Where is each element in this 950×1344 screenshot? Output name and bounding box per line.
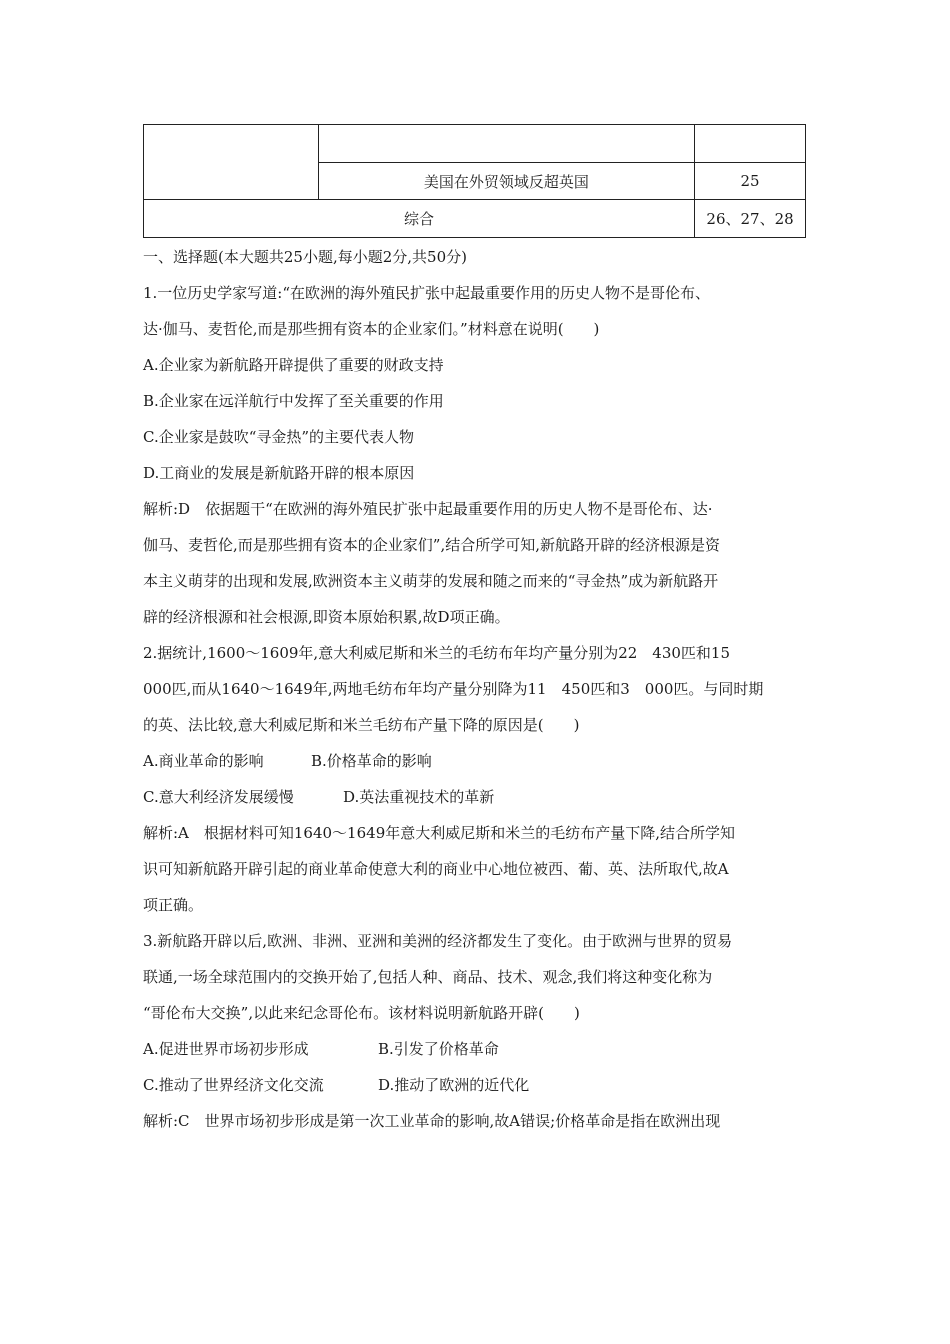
question-3-options-row xyxy=(143,1031,811,1067)
knowledge-table xyxy=(143,124,806,238)
question-1-stem-line: 达·伽马、麦哲伦,而是那些拥有资本的企业家们。”材料意在说明( ) xyxy=(143,320,600,338)
question-3-option-a: A.促进世界市场初步形成 xyxy=(143,1040,309,1058)
question-1-stem-line: 1.一位历史学家写道:“在欧洲的海外殖民扩张中起最重要作用的历史人物不是哥伦布、 xyxy=(143,284,711,302)
table-cell-topic: 综合 xyxy=(144,200,695,238)
question-3-option-d: D.推动了欧洲的近代化 xyxy=(378,1076,530,1094)
question-1-analysis-line: 解析:D 依据题干“在欧洲的海外殖民扩张中起最重要作用的历史人物不是哥伦布、达· xyxy=(143,500,713,518)
question-2-analysis-line: 识可知新航路开辟引起的商业革命使意大利的商业中心地位被西、葡、英、法所取代,故A xyxy=(143,860,729,878)
question-2-stem-line: 2.据统计,1600～1609年,意大利威尼斯和米兰的毛纺布年均产量分别为22 430匹和15 xyxy=(143,644,731,662)
question-2-options-row xyxy=(143,779,811,815)
question-1-option-b: B.企业家在远洋航行中发挥了至关重要的作用 xyxy=(143,392,444,410)
question-2-option-b: B.价格革命的影响 xyxy=(311,752,432,770)
question-3-stem-line: 联通,一场全球范围内的交换开始了,包括人种、商品、技术、观念,我们将这种变化称为 xyxy=(143,968,713,986)
question-1-option-d: D.工商业的发展是新航路开辟的根本原因 xyxy=(143,464,415,482)
section-title: 一、选择题(本大题共25小题,每小题2分,共50分) xyxy=(143,248,467,266)
question-1-analysis-line: 伽马、麦哲伦,而是那些拥有资本的企业家们”,结合所学可知,新航路开辟的经济根源是资 xyxy=(143,536,720,554)
table-row xyxy=(144,200,806,238)
question-2-analysis-line: 解析:A 根据材料可知1640～1649年意大利威尼斯和米兰的毛纺布产量下降,结合所学知 xyxy=(143,824,736,842)
table-cell-empty xyxy=(144,125,319,200)
table-cell-number: 26、27、28 xyxy=(695,200,806,238)
table-cell-number: 25 xyxy=(695,163,806,200)
question-2-option-c: C.意大利经济发展缓慢 xyxy=(143,788,294,806)
table-row xyxy=(144,125,806,163)
table-cell-topic: 美国在外贸领域反超英国 xyxy=(318,163,694,200)
question-2-option-d: D.英法重视技术的革新 xyxy=(343,788,495,806)
question-3-option-b: B.引发了价格革命 xyxy=(378,1040,499,1058)
question-3-options-row xyxy=(143,1067,811,1103)
question-2-option-a: A.商业革命的影响 xyxy=(143,752,264,770)
question-1-option-a: A.企业家为新航路开辟提供了重要的财政支持 xyxy=(143,356,444,374)
table-cell-empty xyxy=(695,125,806,163)
question-2-stem-line: 000匹,而从1640～1649年,两地毛纺布年均产量分别降为11 450匹和3 000匹。与同时期 xyxy=(143,680,764,698)
question-2-stem-line: 的英、法比较,意大利威尼斯和米兰毛纺布产量下降的原因是( ) xyxy=(143,716,580,734)
document-body xyxy=(143,239,811,1139)
question-1-analysis-line: 辟的经济根源和社会根源,即资本原始积累,故D项正确。 xyxy=(143,608,510,626)
question-1-analysis-line: 本主义萌芽的出现和发展,欧洲资本主义萌芽的发展和随之而来的“寻金热”成为新航路开 xyxy=(143,572,719,590)
question-1-option-c: C.企业家是鼓吹“寻金热”的主要代表人物 xyxy=(143,428,415,446)
question-3-analysis-line: 解析:C 世界市场初步形成是第一次工业革命的影响,故A错误;价格革命是指在欧洲出现 xyxy=(143,1112,721,1130)
table-cell-empty xyxy=(318,125,694,163)
question-3-stem-line: “哥伦布大交换”,以此来纪念哥伦布。该材料说明新航路开辟( ) xyxy=(143,1004,580,1022)
question-3-option-c: C.推动了世界经济文化交流 xyxy=(143,1076,324,1094)
question-3-stem-line: 3.新航路开辟以后,欧洲、非洲、亚洲和美洲的经济都发生了变化。由于欧洲与世界的贸易 xyxy=(143,932,733,950)
question-2-options-row xyxy=(143,743,811,779)
question-2-analysis-line: 项正确。 xyxy=(143,896,204,914)
